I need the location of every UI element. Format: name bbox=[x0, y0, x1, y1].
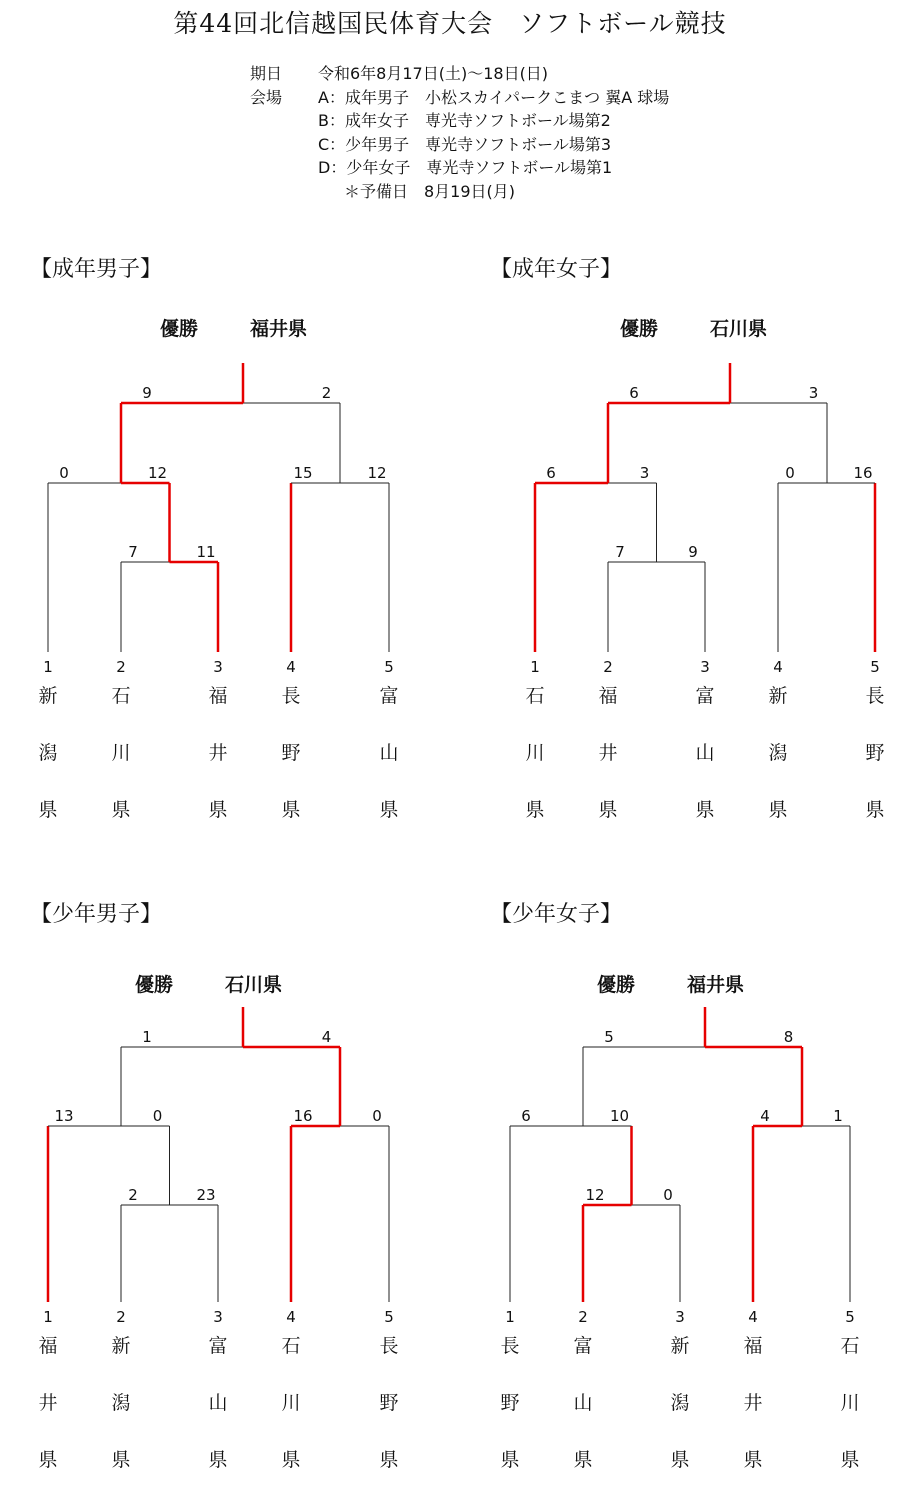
team-name-char: 長 bbox=[865, 685, 885, 707]
score-label: 0 bbox=[152, 1107, 163, 1125]
seed-number: 1 bbox=[43, 658, 53, 676]
champion-name: 福井県 bbox=[250, 318, 308, 340]
bracket-youth-men bbox=[0, 1005, 440, 1485]
section-title-youth-women: 【少年女子】 bbox=[490, 902, 623, 927]
seed-number: 3 bbox=[675, 1308, 685, 1326]
score-label: 9 bbox=[142, 384, 152, 402]
team-name-char: 県 bbox=[38, 799, 58, 821]
team-name-char: 県 bbox=[670, 1449, 690, 1471]
team-name-char: 山 bbox=[573, 1392, 593, 1414]
date-value: 令和6年8月17日(土)～18日(日) bbox=[318, 64, 549, 83]
score-label: 3 bbox=[808, 384, 819, 402]
team-name-char: 潟 bbox=[38, 742, 58, 764]
seed-number: 3 bbox=[213, 1308, 223, 1326]
team-name-char: 井 bbox=[598, 742, 618, 764]
champion-adult-women bbox=[620, 314, 767, 341]
score-label: 0 bbox=[59, 464, 69, 482]
score-label: 6 bbox=[629, 384, 639, 402]
team-name-char: 福 bbox=[38, 1335, 58, 1357]
seed-number: 2 bbox=[578, 1308, 588, 1326]
team-name-char: 福 bbox=[743, 1335, 763, 1357]
team-name-char: 富 bbox=[379, 685, 399, 707]
team-name-char: 県 bbox=[598, 799, 618, 821]
team-name-char: 潟 bbox=[111, 1392, 131, 1414]
team-name-char: 県 bbox=[573, 1449, 593, 1471]
date-row bbox=[250, 62, 669, 86]
score-label: 16 bbox=[853, 464, 873, 482]
score-label: 0 bbox=[372, 1107, 382, 1125]
team-name-char: 石 bbox=[525, 685, 545, 707]
score-label: 11 bbox=[196, 543, 216, 561]
winner-label: 優勝 bbox=[160, 318, 199, 340]
seed-number: 4 bbox=[773, 658, 783, 676]
team-name-char: 富 bbox=[573, 1335, 593, 1357]
score-label: 6 bbox=[546, 464, 556, 482]
team-name-char: 長 bbox=[281, 685, 301, 707]
score-label: 12 bbox=[585, 1186, 605, 1204]
team-name-char: 県 bbox=[840, 1449, 860, 1471]
team-name-char: 県 bbox=[111, 1449, 131, 1471]
team-name-char: 野 bbox=[500, 1392, 520, 1414]
seed-number: 3 bbox=[700, 658, 710, 676]
team-name-char: 県 bbox=[379, 799, 399, 821]
score-label: 5 bbox=[604, 1028, 614, 1046]
section-title-youth-men: 【少年男子】 bbox=[30, 902, 163, 927]
bracket-youth-women bbox=[460, 1005, 900, 1485]
seed-number: 2 bbox=[603, 658, 613, 676]
venue-row-a bbox=[250, 86, 669, 110]
team-name-char: 富 bbox=[695, 685, 715, 707]
score-label: 0 bbox=[785, 464, 795, 482]
team-name-char: 福 bbox=[598, 685, 618, 707]
date-label: 期日 bbox=[250, 64, 283, 83]
venue-a: A：成年男子 小松スカイパークこまつ 翼A 球場 bbox=[318, 87, 670, 107]
team-name-char: 県 bbox=[281, 1449, 301, 1471]
team-name-char: 新 bbox=[111, 1335, 131, 1357]
venue-d: D：少年女子 専光寺ソフトボール場第1 bbox=[318, 158, 613, 177]
score-label: 1 bbox=[833, 1107, 843, 1125]
team-name-char: 川 bbox=[111, 742, 131, 764]
champion-name: 福井県 bbox=[687, 974, 745, 996]
champion-name: 石川県 bbox=[710, 318, 768, 340]
team-name-char: 野 bbox=[281, 742, 301, 764]
winner-label: 優勝 bbox=[620, 318, 659, 340]
score-label: 10 bbox=[609, 1107, 630, 1125]
score-label: 13 bbox=[54, 1107, 74, 1125]
team-name-char: 長 bbox=[500, 1335, 520, 1357]
team-name-char: 川 bbox=[281, 1392, 301, 1414]
venue-label: 会場 bbox=[250, 87, 283, 107]
team-name-char: 県 bbox=[111, 799, 131, 821]
team-name-char: 石 bbox=[281, 1335, 301, 1357]
champion-adult-men bbox=[160, 314, 307, 341]
seed-number: 1 bbox=[505, 1308, 515, 1326]
team-name-char: 福 bbox=[208, 685, 228, 707]
page-title: 第44回北信越国民体育大会 ソフトボール競技 bbox=[173, 9, 727, 38]
section-title-adult-men: 【成年男子】 bbox=[30, 257, 163, 282]
score-label: 8 bbox=[783, 1028, 794, 1046]
team-name-char: 県 bbox=[743, 1449, 763, 1471]
team-name-char: 県 bbox=[525, 799, 545, 821]
score-label: 0 bbox=[663, 1186, 673, 1204]
winner-label: 優勝 bbox=[135, 974, 174, 996]
score-label: 12 bbox=[147, 464, 168, 482]
score-label: 12 bbox=[367, 464, 387, 482]
score-label: 4 bbox=[760, 1107, 770, 1125]
team-name-char: 井 bbox=[38, 1392, 58, 1414]
score-label: 2 bbox=[321, 384, 332, 402]
seed-number: 4 bbox=[748, 1308, 758, 1326]
venue-row-d bbox=[250, 156, 669, 180]
team-name-char: 潟 bbox=[768, 742, 788, 764]
score-label: 1 bbox=[142, 1028, 152, 1046]
team-name-char: 井 bbox=[743, 1392, 763, 1414]
seed-number: 5 bbox=[870, 658, 880, 676]
seed-number: 2 bbox=[116, 1308, 126, 1326]
team-name-char: 野 bbox=[379, 1392, 399, 1414]
score-label: 16 bbox=[293, 1107, 313, 1125]
seed-number: 5 bbox=[384, 1308, 394, 1326]
seed-number: 2 bbox=[116, 658, 126, 676]
reserve-day: ＊予備日 8月19日(月) bbox=[344, 181, 516, 201]
seed-number: 3 bbox=[213, 658, 223, 676]
team-name-char: 山 bbox=[208, 1392, 228, 1414]
venue-b: B：成年女子 専光寺ソフトボール場第2 bbox=[318, 111, 611, 130]
team-name-char: 石 bbox=[840, 1335, 860, 1357]
score-label: 7 bbox=[615, 543, 625, 561]
team-name-char: 県 bbox=[500, 1449, 520, 1471]
team-name-char: 県 bbox=[208, 1449, 228, 1471]
winner-label: 優勝 bbox=[597, 974, 636, 996]
seed-number: 5 bbox=[845, 1308, 855, 1326]
team-name-char: 県 bbox=[768, 799, 788, 821]
team-name-char: 新 bbox=[670, 1335, 690, 1357]
team-name-char: 新 bbox=[38, 685, 58, 707]
score-label: 3 bbox=[639, 464, 650, 482]
reserve-row bbox=[250, 180, 669, 204]
seed-number: 1 bbox=[530, 658, 540, 676]
seed-number: 1 bbox=[43, 1308, 53, 1326]
team-name-char: 川 bbox=[840, 1392, 860, 1414]
team-name-char: 井 bbox=[208, 742, 228, 764]
team-name-char: 野 bbox=[865, 742, 885, 764]
team-name-char: 山 bbox=[379, 742, 399, 764]
team-name-char: 石 bbox=[111, 685, 131, 707]
team-name-char: 県 bbox=[208, 799, 228, 821]
team-name-char: 新 bbox=[768, 685, 788, 707]
team-name-char: 県 bbox=[281, 799, 301, 821]
team-name-char: 県 bbox=[865, 799, 885, 821]
score-label: 9 bbox=[688, 543, 698, 561]
venue-row-b bbox=[250, 109, 669, 133]
champion-name: 石川県 bbox=[225, 974, 283, 996]
seed-number: 4 bbox=[286, 658, 296, 676]
team-name-char: 山 bbox=[695, 742, 715, 764]
event-info bbox=[250, 62, 669, 203]
bracket-adult-women bbox=[460, 355, 900, 835]
venue-row-c bbox=[250, 133, 669, 157]
section-title-adult-women: 【成年女子】 bbox=[490, 257, 623, 282]
score-label: 2 bbox=[128, 1186, 138, 1204]
venue-c: C：少年男子 専光寺ソフトボール場第3 bbox=[318, 134, 612, 154]
champion-youth-women bbox=[597, 970, 744, 997]
team-name-char: 県 bbox=[38, 1449, 58, 1471]
team-name-char: 富 bbox=[208, 1335, 228, 1357]
team-name-char: 川 bbox=[525, 742, 545, 764]
team-name-char: 県 bbox=[695, 799, 715, 821]
score-label: 15 bbox=[293, 464, 313, 482]
team-name-char: 県 bbox=[379, 1449, 399, 1471]
team-name-char: 長 bbox=[379, 1335, 399, 1357]
bracket-adult-men bbox=[0, 355, 440, 835]
score-label: 6 bbox=[521, 1107, 531, 1125]
score-label: 4 bbox=[321, 1028, 332, 1046]
team-name-char: 潟 bbox=[670, 1392, 690, 1414]
score-label: 7 bbox=[128, 543, 138, 561]
seed-number: 4 bbox=[286, 1308, 296, 1326]
champion-youth-men bbox=[135, 970, 282, 997]
seed-number: 5 bbox=[384, 658, 394, 676]
score-label: 23 bbox=[196, 1186, 216, 1204]
